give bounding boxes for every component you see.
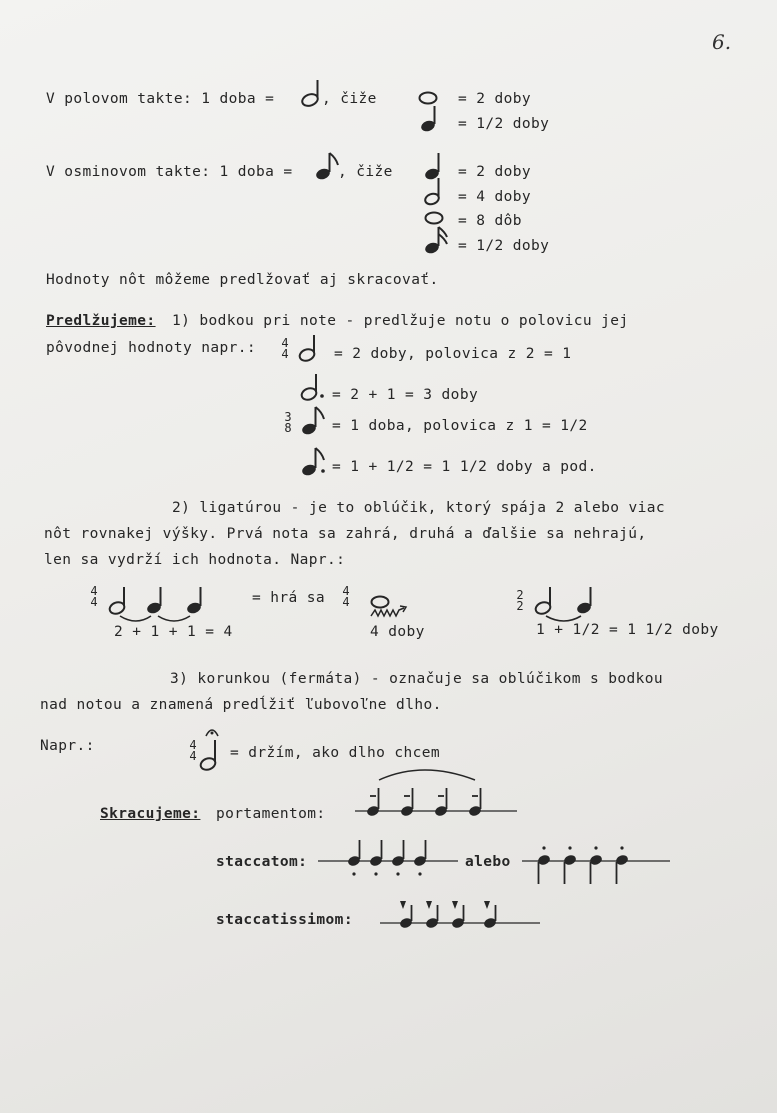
staccato-notes-below — [318, 836, 460, 886]
staccato-notes-above — [522, 840, 672, 888]
ts-top: 4 — [281, 336, 289, 350]
staccatissimo-notes — [380, 895, 545, 935]
eighth-note-ex3 — [300, 404, 330, 438]
point2-line3: len sa vydrží ich hodnota. Napr.: — [44, 552, 346, 568]
ts-bottom: 4 — [342, 595, 350, 609]
ts-bottom: 2 — [516, 599, 524, 613]
lig-plays-as: = hrá sa — [252, 590, 326, 606]
example4-text: = 1 + 1/2 = 1 1/2 doby a pod. — [332, 459, 597, 475]
portamento-label: portamentom: — [216, 806, 326, 822]
point2-line2: nôt rovnakej výšky. Prvá nota sa zahrá, druhá a ďalšie sa nehrajú, — [44, 526, 647, 542]
sixteenth-note-symbol — [424, 224, 454, 256]
whole-note-value: = 2 doby — [458, 91, 532, 107]
portamento-notes — [355, 764, 520, 824]
lig2-time-signature — [340, 586, 352, 608]
example2-text: = 2 + 1 = 3 doby — [332, 387, 479, 403]
time-signature-3-8 — [282, 412, 294, 434]
point2-line1: 2) ligatúrou - je to oblúčik, ktorý spája 2 alebo viac — [172, 500, 666, 516]
point1-line2: pôvodnej hodnoty napr.: — [46, 340, 256, 356]
half-note-ex1 — [298, 333, 320, 365]
fermata-half-note — [200, 724, 224, 776]
eighth-measure-cize: , čiže — [338, 164, 393, 180]
eighth-whole-value: = 8 dôb — [458, 213, 522, 229]
napr-label: Napr.: — [40, 738, 95, 754]
lig3-sum: 1 + 1/2 = 1 1/2 doby — [536, 622, 719, 638]
eighth-quarter-value: = 2 doby — [458, 164, 532, 180]
whole-note-played — [370, 594, 410, 622]
ts-bottom: 4 — [281, 347, 289, 361]
lig1-sum: 2 + 1 + 1 = 4 — [114, 624, 233, 640]
point3-line1: 3) korunkou (fermáta) - označuje sa oblúčikom s bodkou — [170, 671, 664, 687]
point1-line1: 1) bodkou pri note - predlžuje notu o polovicu jej — [172, 313, 629, 329]
page-number: 6. — [712, 30, 732, 54]
staccatissimo-label: staccatissimom: — [216, 912, 353, 928]
eighth-half-value: = 4 doby — [458, 189, 532, 205]
lig1-time-signature — [88, 586, 100, 608]
dotted-eighth-note — [300, 445, 330, 479]
ts-top: 2 — [516, 588, 524, 602]
point3-line2: nad notou a znamená predĺžiť ľubovoľne dlho. — [40, 697, 442, 713]
eighth-measure-line: V osminovom takte: 1 doba = — [46, 164, 293, 180]
lig2-label: 4 doby — [370, 624, 425, 640]
intro-sentence: Hodnoty nôt môžeme predlžovať aj skracovať. — [46, 272, 439, 288]
alebo-label: alebo — [465, 854, 511, 870]
half-measure-cize: , čiže — [322, 91, 377, 107]
predlzujeme-heading: Predlžujeme: — [46, 313, 156, 329]
example3-text: = 1 doba, polovica z 1 = 1/2 — [332, 418, 588, 434]
fermata-time-signature — [187, 740, 199, 762]
quarter-note-value: = 1/2 doby — [458, 116, 550, 132]
ts-top: 4 — [90, 584, 98, 598]
ts-top: 3 — [284, 410, 292, 424]
fermata-text: = držím, ako dlho chcem — [230, 745, 440, 761]
dotted-half-note — [300, 372, 330, 404]
ts-bottom: 4 — [189, 749, 197, 763]
ts-bottom: 8 — [284, 421, 292, 435]
lig3-time-signature — [514, 590, 526, 612]
ts-top: 4 — [342, 584, 350, 598]
eighth-sixteenth-value: = 1/2 doby — [458, 238, 550, 254]
ts-bottom: 4 — [90, 595, 98, 609]
example1-text: = 2 doby, polovica z 2 = 1 — [334, 346, 572, 362]
half-measure-line: V polovom takte: 1 doba = — [46, 91, 275, 107]
staccato-label: staccatom: — [216, 854, 308, 870]
time-signature-4-4 — [279, 338, 291, 360]
ligature-example-1 — [108, 584, 218, 628]
half-note-symbol-2 — [424, 175, 444, 207]
quarter-note-symbol — [420, 104, 440, 134]
ts-top: 4 — [189, 738, 197, 752]
skracujeme-heading: Skracujeme: — [100, 806, 201, 822]
